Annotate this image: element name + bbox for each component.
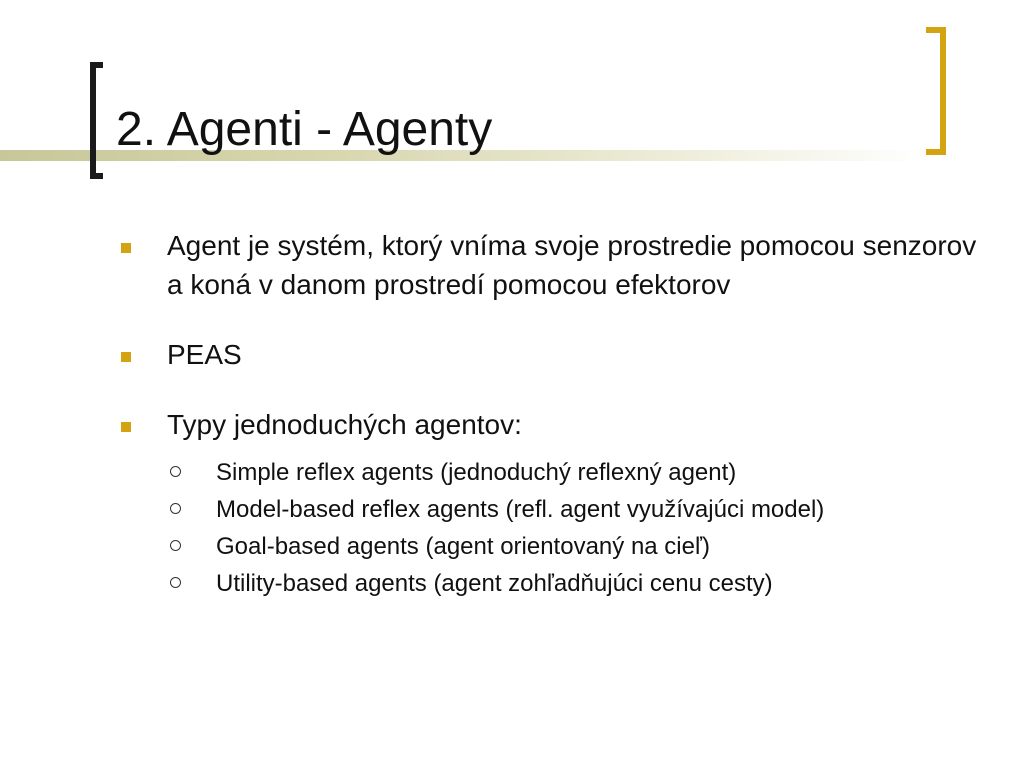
slide-title: 2. Agenti - Agenty bbox=[116, 103, 493, 156]
bullet-item-agent-definition bbox=[118, 226, 998, 304]
agent-types-list bbox=[118, 454, 998, 602]
bullet-list bbox=[118, 226, 998, 602]
square-bullet-icon bbox=[121, 422, 131, 432]
ring-bullet-icon bbox=[170, 540, 181, 551]
bullet-text: Typy jednoduchých agentov: bbox=[167, 409, 522, 440]
sub-bullet-text: Utility-based agents (agent zohľadňujúci cenu cesty) bbox=[216, 570, 773, 597]
sub-bullet-item bbox=[118, 491, 998, 528]
bullet-text: Agent je systém, ktorý vníma svoje prostredie pomocou senzorov a koná v danom prostredí pomocou efektorov bbox=[167, 230, 977, 300]
sub-bullet-text: Simple reflex agents (jednoduchý reflexný agent) bbox=[216, 459, 737, 486]
ring-bullet-icon bbox=[170, 577, 181, 588]
sub-bullet-item bbox=[118, 565, 998, 602]
bullet-item-peas bbox=[118, 335, 998, 374]
ring-bullet-icon bbox=[170, 466, 181, 477]
bullet-item-agent-types bbox=[118, 405, 998, 444]
square-bullet-icon bbox=[121, 243, 131, 253]
right-bracket-icon bbox=[926, 27, 946, 155]
bullet-text: PEAS bbox=[167, 339, 242, 370]
left-bracket-icon bbox=[90, 62, 103, 179]
sub-bullet-item bbox=[118, 454, 998, 491]
sub-bullet-text: Model-based reflex agents (refl. agent využívajúci model) bbox=[216, 496, 825, 523]
sub-bullet-text: Goal-based agents (agent orientovaný na cieľ) bbox=[216, 533, 710, 560]
ring-bullet-icon bbox=[170, 503, 181, 514]
square-bullet-icon bbox=[121, 352, 131, 362]
sub-bullet-item bbox=[118, 528, 998, 565]
